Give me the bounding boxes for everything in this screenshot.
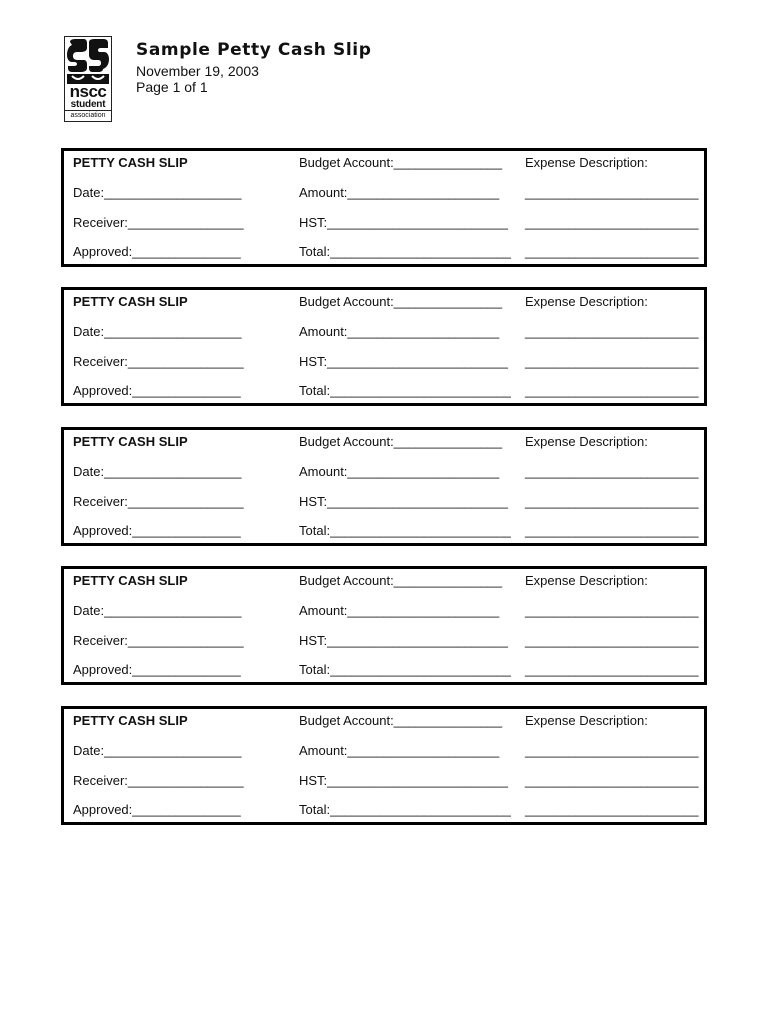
expense-description-label: Expense Description:	[525, 294, 648, 309]
logo-text-student: student	[70, 99, 106, 110]
budget-account-field[interactable]: Budget Account:_______________	[299, 294, 503, 309]
slip-row-heading	[64, 712, 704, 730]
expense-description-line[interactable]: ________________________	[525, 802, 699, 817]
slip-row-date	[64, 323, 704, 341]
slip-row-receiver	[64, 493, 704, 511]
date-field[interactable]: Date:___________________	[73, 185, 242, 200]
page-number: Page 1 of 1	[136, 79, 208, 95]
expense-description-label: Expense Description:	[525, 434, 648, 449]
slip-row-date	[64, 463, 704, 481]
slip-row-approved	[64, 801, 704, 819]
date-field[interactable]: Date:___________________	[73, 603, 242, 618]
date-field[interactable]: Date:___________________	[73, 324, 242, 339]
total-field[interactable]: Total:_________________________	[299, 662, 511, 677]
date-field[interactable]: Date:___________________	[73, 464, 242, 479]
amount-field[interactable]: Amount:_____________________	[299, 603, 500, 618]
receiver-field[interactable]: Receiver:________________	[73, 215, 244, 230]
approved-field[interactable]: Approved:_______________	[73, 802, 241, 817]
slip-heading: PETTY CASH SLIP	[73, 155, 188, 170]
total-field[interactable]: Total:_________________________	[299, 523, 511, 538]
slip-row-heading	[64, 572, 704, 590]
slip-heading: PETTY CASH SLIP	[73, 573, 188, 588]
slip-heading: PETTY CASH SLIP	[73, 434, 188, 449]
document-title: Sample Petty Cash Slip	[136, 40, 372, 60]
total-field[interactable]: Total:_________________________	[299, 244, 511, 259]
budget-account-field[interactable]: Budget Account:_______________	[299, 573, 503, 588]
expense-description-line[interactable]: ________________________	[525, 354, 699, 369]
petty-cash-slip-2	[61, 287, 707, 406]
expense-description-line[interactable]: ________________________	[525, 185, 699, 200]
hst-field[interactable]: HST:_________________________	[299, 494, 508, 509]
slip-row-approved	[64, 522, 704, 540]
slip-row-receiver	[64, 772, 704, 790]
expense-description-line[interactable]: ________________________	[525, 383, 699, 398]
budget-account-field[interactable]: Budget Account:_______________	[299, 155, 503, 170]
hst-field[interactable]: HST:_________________________	[299, 215, 508, 230]
hst-field[interactable]: HST:_________________________	[299, 354, 508, 369]
expense-description-line[interactable]: ________________________	[525, 244, 699, 259]
expense-description-line[interactable]: ________________________	[525, 464, 699, 479]
petty-cash-slip-3	[61, 427, 707, 546]
expense-description-line[interactable]: ________________________	[525, 324, 699, 339]
total-field[interactable]: Total:_________________________	[299, 802, 511, 817]
expense-description-line[interactable]: ________________________	[525, 662, 699, 677]
expense-description-line[interactable]: ________________________	[525, 743, 699, 758]
slip-heading: PETTY CASH SLIP	[73, 294, 188, 309]
slip-row-approved	[64, 243, 704, 261]
expense-description-line[interactable]: ________________________	[525, 603, 699, 618]
budget-account-field[interactable]: Budget Account:_______________	[299, 713, 503, 728]
receiver-field[interactable]: Receiver:________________	[73, 773, 244, 788]
logo-text-association: association	[65, 110, 111, 120]
hst-field[interactable]: HST:_________________________	[299, 773, 508, 788]
approved-field[interactable]: Approved:_______________	[73, 383, 241, 398]
approved-field[interactable]: Approved:_______________	[73, 244, 241, 259]
expense-description-line[interactable]: ________________________	[525, 215, 699, 230]
petty-cash-slip-5	[61, 706, 707, 825]
document-date: November 19, 2003	[136, 63, 259, 79]
expense-description-label: Expense Description:	[525, 155, 648, 170]
expense-description-line[interactable]: ________________________	[525, 523, 699, 538]
expense-description-line[interactable]: ________________________	[525, 633, 699, 648]
slip-row-heading	[64, 433, 704, 451]
slip-row-approved	[64, 382, 704, 400]
slip-row-heading	[64, 293, 704, 311]
nscc-logo-icon	[66, 38, 110, 86]
slip-row-receiver	[64, 632, 704, 650]
budget-account-field[interactable]: Budget Account:_______________	[299, 434, 503, 449]
slip-row-approved	[64, 661, 704, 679]
amount-field[interactable]: Amount:_____________________	[299, 185, 500, 200]
slip-row-date	[64, 742, 704, 760]
slip-row-heading	[64, 154, 704, 172]
slip-row-date	[64, 602, 704, 620]
receiver-field[interactable]: Receiver:________________	[73, 354, 244, 369]
hst-field[interactable]: HST:_________________________	[299, 633, 508, 648]
approved-field[interactable]: Approved:_______________	[73, 523, 241, 538]
receiver-field[interactable]: Receiver:________________	[73, 633, 244, 648]
logo-text-nscc: nscc	[69, 82, 107, 101]
petty-cash-slip-1	[61, 148, 707, 267]
slip-row-receiver	[64, 214, 704, 232]
expense-description-line[interactable]: ________________________	[525, 494, 699, 509]
receiver-field[interactable]: Receiver:________________	[73, 494, 244, 509]
slip-heading: PETTY CASH SLIP	[73, 713, 188, 728]
nscc-logo	[64, 36, 112, 122]
date-field[interactable]: Date:___________________	[73, 743, 242, 758]
petty-cash-slip-4	[61, 566, 707, 685]
expense-description-line[interactable]: ________________________	[525, 773, 699, 788]
total-field[interactable]: Total:_________________________	[299, 383, 511, 398]
slip-row-receiver	[64, 353, 704, 371]
expense-description-label: Expense Description:	[525, 713, 648, 728]
amount-field[interactable]: Amount:_____________________	[299, 743, 500, 758]
slip-row-date	[64, 184, 704, 202]
amount-field[interactable]: Amount:_____________________	[299, 464, 500, 479]
approved-field[interactable]: Approved:_______________	[73, 662, 241, 677]
expense-description-label: Expense Description:	[525, 573, 648, 588]
amount-field[interactable]: Amount:_____________________	[299, 324, 500, 339]
